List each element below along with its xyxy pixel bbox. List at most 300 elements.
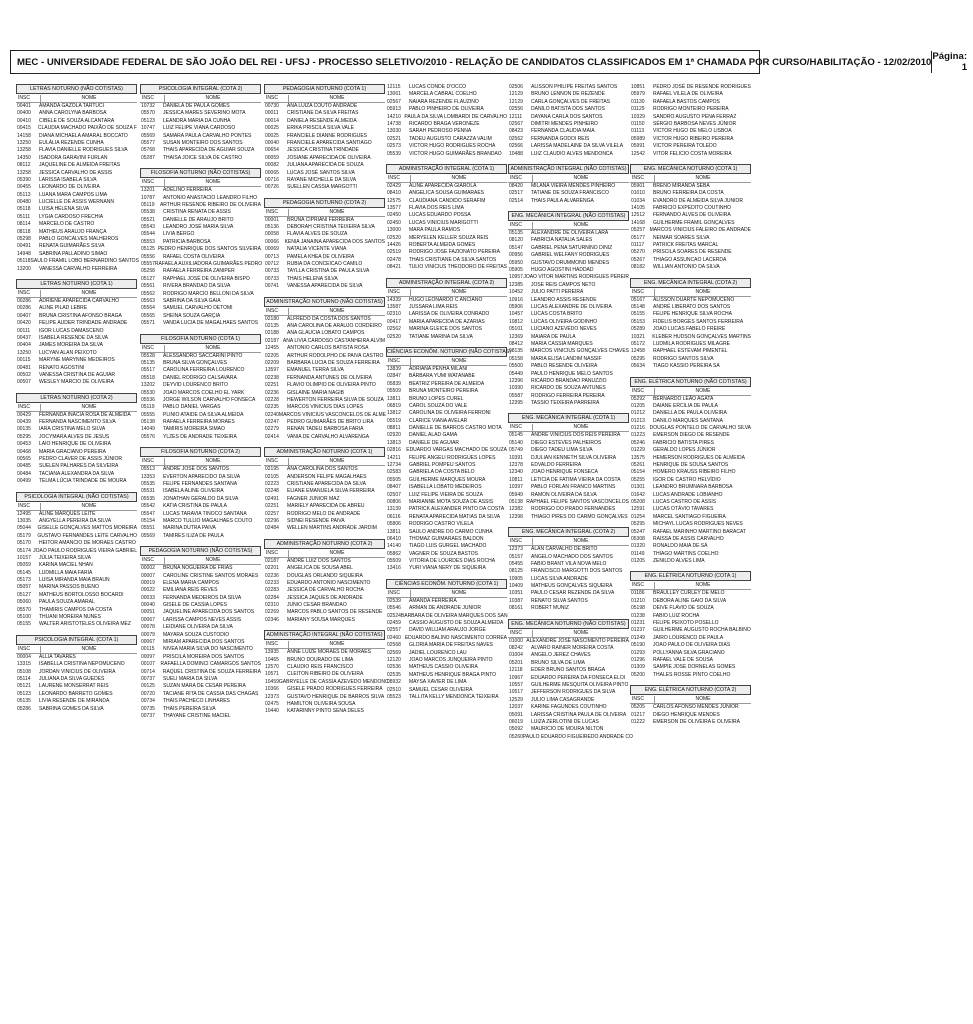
course-section-title: PEDAGOGIA NOTURNO (COTA 1)	[264, 84, 385, 94]
table-row	[508, 363, 629, 370]
registration-number: 05057	[17, 584, 31, 591]
candidate-name: NIVEA MARIA SILVA DO NASCIMENTO	[163, 646, 253, 653]
table-row	[16, 372, 137, 379]
candidate-name: PATRICK ALEXANDER PINTO DA COSTA	[409, 506, 505, 513]
registration-number: 01229	[631, 447, 645, 454]
candidate-name: EVERTON APARECIDO DA SILVA	[163, 473, 241, 480]
candidate-name: LARISSA CRISTINA PAULA DE OLIVEIRA	[531, 711, 627, 718]
table-row	[630, 326, 751, 333]
registration-number: 05577	[141, 139, 155, 146]
table-row	[16, 365, 137, 372]
registration-number: 00730	[265, 103, 279, 109]
course-section-title: PEDAGOGIA NOTURNO (COTA 2)	[264, 198, 385, 208]
table-header	[508, 424, 629, 432]
registration-number: 02223	[265, 481, 279, 488]
candidate-name: TATIANE MARINA DA SILVA	[409, 333, 473, 340]
candidate-name: ADELINO FERREIRA	[163, 187, 212, 194]
registration-number: 05562	[141, 290, 155, 297]
candidate-name: HEMERSON RODRIGUES DE ALMEIDA	[653, 454, 745, 461]
table-row	[16, 525, 137, 532]
candidate-name: ERIKA PRISCILA SILVA VALE	[287, 125, 354, 132]
registration-number: 13811	[387, 528, 401, 535]
table-row	[16, 456, 137, 463]
table-row	[508, 393, 629, 400]
candidate-name: RODRIGO MELO DE ANDRADE	[287, 510, 361, 517]
nome-header: NOME	[205, 557, 221, 564]
table-row	[140, 580, 261, 587]
candidate-name: ANTONIO ANASTACIO LEANDRO FILHO	[163, 194, 257, 201]
registration-number: 02520	[387, 333, 401, 340]
candidate-name: JESSICA JAQUES DE ANDRADE	[287, 594, 363, 601]
registration-number: 00135	[17, 426, 31, 433]
registration-number: 05261	[631, 462, 645, 469]
candidate-name: DANIELE DE AGUIAR	[409, 439, 460, 446]
table-row	[140, 617, 261, 624]
table-row	[630, 650, 751, 657]
candidate-name: LUCAS ANDRADE LOBIANHO	[653, 491, 723, 498]
registration-number: 10916	[509, 296, 523, 303]
registration-number: 00654	[265, 147, 279, 154]
registration-number: 05113	[17, 191, 31, 198]
registration-number: 12458	[631, 348, 645, 355]
candidate-name: NEIMAR SOARES SILVA	[653, 234, 710, 241]
table-row	[140, 209, 261, 216]
registration-number: 05564	[141, 305, 155, 312]
candidate-name: DEIVE FLAVIO DE SOUZA	[653, 605, 714, 612]
candidate-name: VICTOR HUGO DE MELO LISBOA	[653, 128, 732, 135]
table-row	[508, 341, 629, 348]
table-row	[386, 235, 507, 242]
registration-number: 02514	[509, 197, 523, 204]
nome-header: NOME	[451, 174, 467, 181]
candidate-name: PEDRO GUIMARÃES DE BRITO LIRA	[287, 419, 374, 426]
table-row	[630, 249, 751, 256]
candidate-name: JOAO MARCOS JUNQUEIRA PINTO	[409, 657, 493, 663]
candidate-name: LUCAS TARAVIA TINOCO SANTANA	[163, 510, 247, 517]
course-section-title: ADMINISTRAÇÃO NOTURNO (COTA 2)	[264, 539, 385, 549]
table-row	[386, 128, 507, 135]
registration-number: 10440	[265, 708, 279, 715]
registration-number: 05158	[509, 355, 523, 362]
registration-number: 00125	[141, 683, 155, 690]
registration-number: 05201	[509, 659, 523, 666]
table-row	[508, 114, 629, 121]
candidate-name: MARIA CASSIA MARQUES	[531, 340, 593, 347]
table-row	[386, 121, 507, 128]
candidate-name: ISABELLA LOBATO MEDEIROS	[409, 484, 482, 491]
table-header	[16, 503, 137, 511]
registration-number: 00065	[265, 169, 279, 176]
table-row	[140, 503, 261, 510]
registration-number: 12340	[509, 469, 523, 476]
candidate-name: PABLO DANIEL VARGAS	[163, 404, 221, 411]
registration-number: 05154	[141, 517, 155, 524]
table-row	[16, 266, 137, 273]
table-row	[386, 198, 507, 205]
table-row	[630, 432, 751, 439]
registration-number: 00485	[17, 463, 31, 470]
candidate-name: FLAVIA DANIELLE RODRIGUES SILVA	[39, 147, 128, 154]
candidate-name: BRAULLEY CURLEY DE MELO	[653, 590, 725, 597]
table-row	[508, 385, 629, 392]
registration-number: 00491	[17, 243, 31, 250]
table-row	[386, 227, 507, 234]
registration-number: 05523	[387, 693, 401, 700]
registration-number: 12111	[509, 113, 523, 120]
registration-number: 05153	[631, 318, 645, 325]
insc-header: INSC	[630, 175, 655, 182]
table-row	[630, 91, 751, 98]
nome-header: NOME	[81, 289, 97, 296]
candidate-name: CRISTIANE APARECIDA DA SILVA	[287, 481, 366, 488]
candidate-name: PEDRO CLAVER DE ASSIS JÚNIOR	[39, 456, 122, 463]
table-row	[16, 379, 137, 386]
table-row	[630, 462, 751, 469]
candidate-name: FLAVIA ALVES DE SOUZA	[287, 231, 348, 238]
candidate-name: JONATHAN GERALDO DA SILVA	[163, 495, 239, 502]
table-row	[630, 311, 751, 318]
table-row	[508, 546, 629, 553]
table-row	[140, 313, 261, 320]
registration-number: 08125	[509, 568, 523, 575]
table-row	[508, 99, 629, 106]
table-row	[140, 224, 261, 231]
candidate-name: RAYANE MICHELLE DA SILVA	[287, 176, 357, 183]
candidate-name: JUNIO CESAR BRANDAO	[287, 602, 347, 609]
candidate-name: LUCAS OLIVEIRA GODINHO	[531, 318, 598, 325]
candidate-name: JADIEL LOURENCO LAU	[409, 649, 467, 656]
table-row	[508, 356, 629, 363]
table-row	[630, 396, 751, 403]
registration-number: 05286	[17, 705, 31, 712]
table-header	[264, 308, 385, 316]
candidate-name: SARAH PEDROSO PENNA	[409, 128, 472, 135]
table-row	[508, 492, 629, 499]
table-row	[16, 110, 137, 117]
candidate-name: ALINE APARECIDA GIAROLA	[409, 182, 477, 189]
table-row	[264, 155, 385, 162]
table-row	[508, 469, 629, 476]
candidate-name: TIAGO KASSIO PEREIRA SA	[653, 363, 720, 370]
table-row	[630, 635, 751, 642]
course-section	[264, 84, 385, 192]
registration-number: 05555	[141, 411, 155, 418]
registration-number: 05569	[141, 532, 155, 539]
candidate-name: JAQUELINE DE ALMEIDA FREITAS	[39, 162, 121, 169]
registration-number: 02517	[509, 190, 523, 197]
table-header	[630, 388, 751, 396]
registration-number: 05521	[141, 216, 155, 223]
table-row	[386, 657, 507, 664]
table-row	[508, 605, 629, 612]
table-row	[16, 533, 137, 540]
candidate-name: DOUGLAS ORLANDO SIQUEIRA	[287, 572, 363, 579]
table-row	[630, 598, 751, 605]
candidate-name: MATHEUS CASSIO OLIVEIRA	[409, 664, 478, 671]
table-row	[16, 676, 137, 683]
candidate-name: RENATO AGOSTINI	[39, 364, 85, 371]
table-row	[140, 360, 261, 367]
registration-number: 00025	[265, 125, 279, 132]
registration-number: 10157	[17, 554, 31, 561]
insc-header: INSC	[630, 582, 655, 589]
table-row	[16, 412, 137, 419]
registration-number: 10457	[509, 311, 523, 318]
candidate-name: ISABELLA CRISTINA NEPOMUCENO	[39, 661, 125, 668]
registration-number: 05138	[509, 498, 523, 505]
candidate-name: HEITOR AMANCIO DE MORAES CASTRO	[39, 540, 136, 547]
insc-header: INSC	[386, 590, 411, 597]
registration-number: 13315	[17, 661, 31, 668]
table-row	[264, 390, 385, 397]
candidate-name: HEWERTON FERREIRA SILVA DE SOUZA	[287, 396, 384, 403]
registration-number: 01293	[631, 649, 645, 656]
registration-number: 14158	[17, 132, 31, 139]
table-row	[140, 713, 261, 720]
registration-number: 05135	[509, 230, 523, 237]
table-row	[386, 536, 507, 543]
candidate-name: LAURENE MONSERRAT REIS	[39, 683, 109, 690]
registration-number: 14140	[387, 543, 401, 550]
candidate-name: TACIANE RITA DE CASSIA DAS CHAGAS	[163, 690, 259, 697]
registration-number: 05862	[387, 550, 401, 557]
nome-header: NOME	[451, 589, 467, 596]
candidate-name: LEANDRO JOSÉ MARIA SILVA	[163, 224, 234, 231]
registration-number: 13250	[17, 349, 31, 356]
candidate-name: RUBIA DA CONCEICAO CAMILO	[287, 261, 363, 268]
registration-number: 10557	[509, 682, 523, 688]
table-row	[264, 678, 389, 686]
table-row	[508, 304, 629, 311]
insc-header: INSC	[140, 557, 165, 564]
table-row	[508, 260, 629, 267]
candidate-name: LUIZ FELIPE VIEIRA DE SOUZA	[409, 491, 483, 498]
candidate-name: RODRIGO MARCIO BELLONI DA SILVA	[163, 290, 254, 297]
table-row	[630, 613, 751, 620]
registration-number: 13258	[17, 169, 31, 176]
candidate-name: JESSICA MARES SEVERINO MOTA	[163, 110, 246, 117]
candidate-name: EDUARDO VARGAS MACHADO DE SOUZA	[406, 447, 507, 454]
registration-number: 08135	[509, 348, 523, 355]
candidate-name: CARLOS AFONSO MENDES JÚNIOR	[653, 704, 739, 711]
candidate-name: RAFAEL MARINHO MARTINO BARACAT	[653, 528, 746, 535]
candidate-name: HOMERO KRAUSS RIBEIRO FILHO	[653, 469, 736, 476]
candidate-name: JOAO VITOR MARTINS RODRIGUES PEREIR	[523, 274, 629, 281]
registration-number: 01129	[631, 106, 645, 113]
table-row	[386, 249, 507, 256]
registration-number: 05509	[387, 388, 401, 395]
registration-number: 00712	[265, 261, 279, 268]
candidate-name: ADRIANA PENHA MILANI	[409, 365, 468, 372]
table-row	[264, 595, 385, 602]
table-row	[386, 396, 507, 403]
candidate-name: LYGIA CARDOSO FRECHIA	[39, 213, 104, 220]
table-row	[140, 261, 261, 268]
table-row	[508, 128, 629, 135]
candidate-name: RENATA GUIMARÃES SILVA	[39, 243, 105, 250]
candidate-name: PAMELA KHEA DE OLIVEIRA	[287, 253, 355, 260]
table-row	[16, 441, 137, 448]
candidate-name: VANESSA CARVALHO FERREIRA	[39, 265, 118, 272]
registration-number: 00040	[141, 602, 155, 609]
candidate-name: SABRINA DA SILVA GAIA	[163, 297, 221, 304]
course-section	[16, 635, 137, 713]
candidate-name: THAIS PEREIRA SILVA	[163, 705, 216, 712]
table-row	[630, 455, 751, 462]
candidate-name: GUSTAVO FERNANDES LEITE CARVALHO	[37, 532, 137, 539]
candidate-name: NATALIA VICENTE VIANA	[287, 246, 347, 253]
candidate-name: RODRIGO JOSE FAZIONATO PEREIRA	[409, 249, 500, 256]
registration-number: 12734	[387, 462, 401, 469]
registration-number: 01254	[631, 513, 645, 520]
table-row	[16, 320, 137, 327]
registration-number: 05553	[141, 238, 155, 245]
registration-number: 05108	[17, 668, 31, 675]
registration-number: 05547	[141, 510, 155, 517]
candidate-name: ALESSANDRO SACCARINI PINTO	[163, 352, 243, 359]
registration-number: 00066	[265, 238, 279, 245]
table-row	[264, 617, 385, 624]
candidate-name: MARIANNE MOTA SOUZA DE ASSIS	[409, 498, 494, 505]
registration-number: 05538	[141, 209, 155, 216]
registration-number: 05535	[141, 495, 155, 502]
table-row	[16, 669, 137, 676]
insc-header: INSC	[16, 95, 41, 102]
registration-number: 10321	[631, 333, 645, 340]
registration-number: 13250	[17, 139, 31, 146]
registration-number: 05561	[141, 283, 155, 290]
table-row	[508, 561, 629, 568]
table-row	[140, 595, 261, 602]
registration-number: 00429	[17, 411, 31, 418]
table-row	[386, 143, 507, 150]
nome-header: NOME	[205, 95, 221, 101]
registration-number: 02816	[387, 447, 401, 454]
candidate-name: RODRIGO SANTOS SILVA	[653, 355, 714, 362]
candidate-name: LUIZA ZERLOTINI DE LUCAS	[531, 718, 599, 725]
candidate-name: BARBARA LUCIA DE SOUZA FERREIRA	[287, 359, 380, 366]
registration-number: 00737	[141, 676, 155, 682]
table-row	[16, 243, 137, 250]
registration-number: 13000	[387, 227, 401, 234]
candidate-name: RAFAEL COSTA OLIVEIRA	[163, 253, 225, 260]
candidate-name: CAROL SOUZA DO VALE	[409, 402, 468, 409]
table-row	[140, 367, 261, 374]
table-row	[630, 704, 751, 711]
nome-header: NOME	[695, 582, 711, 589]
table-row	[16, 251, 137, 258]
candidate-name: TATIANE DE SOUZA FRANCISCO	[531, 190, 609, 197]
registration-number: 05565	[141, 312, 155, 319]
table-row	[264, 671, 385, 678]
table-row	[508, 704, 629, 711]
course-section-title: ENG. MECÂNICA NOTURNO (COTA 1)	[630, 164, 751, 174]
registration-number: 02573	[387, 143, 401, 150]
table-row	[140, 419, 261, 426]
course-section-title: ENG. ELÉTRICA NOTURNO (COTA 2)	[630, 685, 751, 695]
candidate-name: LETICIA DE FATIMA VIEIRA DA COSTA	[531, 476, 621, 483]
course-section-title: ENG. MECÂNICA INTEGRAL (COTA 1)	[508, 413, 629, 423]
candidate-name: LARISSA ISABELA SILVA	[39, 176, 97, 183]
candidate-name: SÉRGIO BARBOSA NEVES JÚNIOR	[653, 120, 737, 127]
table-row	[16, 562, 137, 569]
registration-number: 00733	[265, 275, 279, 282]
insc-header: INSC	[264, 458, 289, 465]
insc-header: INSC	[264, 95, 289, 102]
candidate-name: MARCO TULLIO MAGALHAES COUTO	[163, 517, 253, 524]
table-row	[630, 220, 751, 227]
registration-number: 02475	[265, 701, 279, 707]
candidate-name: ANDRE VINICIUS DOS REIS PEREIRA	[531, 432, 621, 439]
candidate-name: LUCIELLE DE ASSIS WERNANN	[39, 199, 115, 206]
registration-number: 08420	[509, 182, 523, 189]
registration-number: 05298	[17, 236, 31, 243]
candidate-name: CLAUDIANA CANDIDO SERAFIM	[409, 197, 486, 204]
registration-number: 00059	[265, 154, 279, 161]
registration-number: 05539	[387, 150, 401, 157]
course-section-title: LETRAS NOTURNO (COTA 2)	[16, 393, 137, 403]
registration-number: 05111	[17, 213, 31, 220]
table-row	[264, 330, 385, 337]
table-row	[140, 691, 261, 698]
candidate-name: EDER BRUNO SANTOS BRAGA	[531, 667, 606, 674]
candidate-name: GUSTAVO HENRIQUE DE BARROS SILVA	[287, 693, 385, 700]
table-row	[386, 388, 507, 395]
candidate-name: TASSIO TEIXEIRA PARREIRA	[531, 400, 600, 407]
candidate-name: ARMAN DE ANDRADE JUNIOR	[409, 605, 481, 612]
course-section	[508, 527, 629, 613]
table-row	[140, 518, 261, 525]
table-row	[630, 418, 751, 425]
table-row	[508, 499, 629, 506]
candidate-name: LEONARDO DE OLIVEIRA	[39, 184, 100, 191]
candidate-name: CLAUDIA MACHADO PAIXÃO DE SOUZA F	[37, 125, 137, 132]
candidate-name: FAGNER JUNIOR MAZ	[287, 495, 340, 502]
candidate-name: RAMON OLIVEIRA DA SILVA	[531, 491, 597, 498]
table-row	[264, 184, 385, 191]
registration-number: 01212	[631, 410, 645, 417]
registration-number: 01186	[631, 590, 645, 597]
candidate-name: FABIO BRANT VILA NOVA MELO	[531, 560, 607, 567]
candidate-name: VANIA DE CARVALHO ALVARENGA	[287, 433, 370, 440]
registration-number: 02201	[265, 565, 279, 572]
table-row	[140, 320, 261, 327]
candidate-name: FRANCIELE APARECIDA SANTIAGO	[287, 139, 372, 146]
nome-header: NOME	[573, 222, 589, 229]
table-row	[140, 375, 261, 382]
table-row	[140, 305, 261, 312]
registration-number: 05587	[509, 392, 523, 399]
candidate-name: GUILHERME AUGUSTO ROCHA BALBINO	[653, 627, 751, 634]
registration-number: 05135	[141, 359, 155, 366]
table-row	[16, 155, 137, 162]
candidate-name: CIBELE DE SOUZA ALCANTARA	[39, 117, 115, 124]
registration-number: 14426	[387, 242, 401, 249]
table-row	[508, 143, 629, 150]
registration-number: 01205	[631, 402, 645, 409]
registration-number: 02251	[265, 503, 279, 510]
course-section	[386, 347, 512, 573]
registration-number: 12385	[509, 281, 523, 288]
table-row	[140, 268, 261, 275]
table-row	[386, 334, 507, 341]
table-row	[630, 198, 751, 205]
table-row	[140, 404, 261, 411]
nome-header: NOME	[81, 502, 97, 509]
registration-number: 05535	[141, 481, 155, 488]
table-row	[508, 400, 629, 407]
nome-header: NOME	[695, 387, 711, 394]
